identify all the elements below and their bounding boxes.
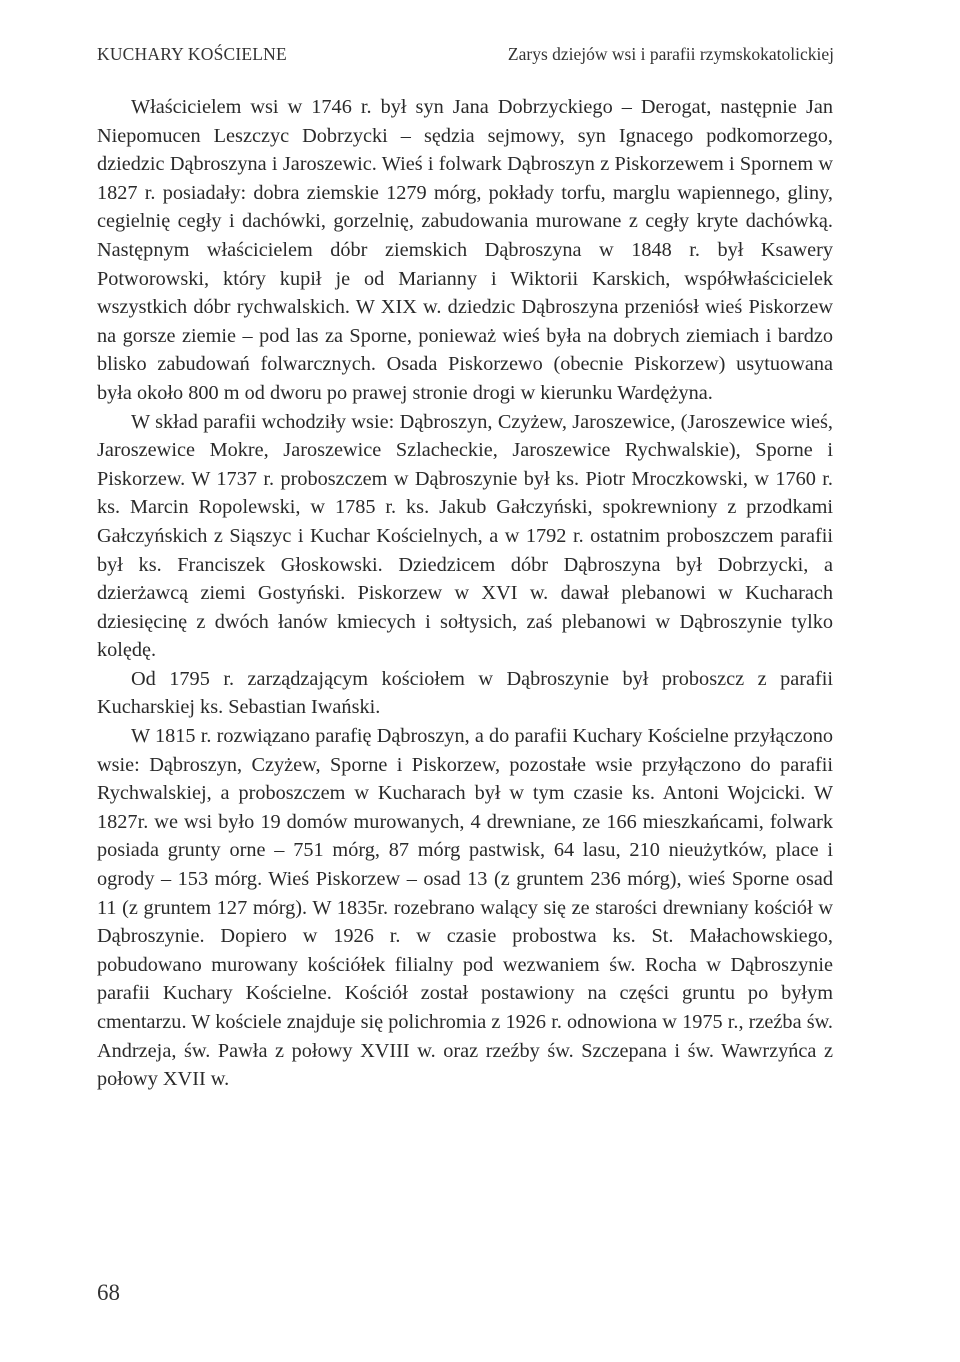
page-number: 68 bbox=[97, 1280, 120, 1305]
paragraph: W skład parafii wchodziły wsie: Dąbroszyn, Czyżew, Jaroszewice, (Jaroszewice wieś, Jaroszewice Mokre, Jaroszewice Szlacheckie, Jaroszewice Rychwalskie), Sporne i Piskorzew. W 1737 r. proboszczem w Dąbroszynie był ks. Piotr Mroczkowski, w 1760 r. ks. Marcin Ropolewski, w 1785 r. ks. Jakub Gałczyński, spokrewniony z przodkami Gałczyńskich z Siąszyc i Kuchar Kościelnych, a w 1792 r. ostatnim proboszczem parafii był ks. Franciszek Głoskowski. Dziedzicem dóbr Dąbroszyna był Dobrzycki, a dzierżawcą ziemi Gostyński. Piskorzew w XVI w. dawał plebanowi w Kucharach dziesięcinę z dwóch łanów kmiecych i sołtysich, zaś plebanowi w Dąbroszynie tylko kolędę. bbox=[97, 410, 833, 662]
body-text bbox=[97, 93, 833, 1094]
header-chapter-title: KUCHARY KOŚCIELNE bbox=[97, 44, 287, 64]
running-header bbox=[97, 44, 834, 70]
paragraph: Właścicielem wsi w 1746 r. był syn Jana Dobrzyckiego – Derogat, następnie Jan Niepomucen Leszczyc Dobrzycki – sędzia sejmowy, syn Ignacego podkomorzego, dziedzic Dąbroszyna i Jaroszewic. Wieś i folwark Dąbroszyn z Piskorzewem i Spornem w 1827 r. posiadały: dobra ziemskie 1279 mórg, pokłady torfu, marglu wapiennego, gliny, cegielnię cegły i dachówki, gorzelnię, zabudowania murowane z cegły kryte dachówką. Następnym właścicielem dóbr ziemskich Dąbroszyna w 1848 r. był Ksawery Potworowski, który kupił je od Marianny i Wiktorii Karskich, współwłaścicielek wszystkich dóbr rychwalskich. W XIX w. dziedzic Dąbroszyna przeniósł wieś Piskorzew na gorsze ziemie – pod las za Sporne, ponieważ wieś była na dobrych ziemiach i bardzo blisko zabudowań folwarcznych. Osada Piskorzewo (obecnie Piskorzew) usytuowana była około 800 m od dworu po prawej stronie drogi w kierunku Wardężyna. bbox=[97, 96, 833, 404]
header-book-title: Zarys dziejów wsi i parafii rzymskokatolickiej bbox=[507, 44, 834, 64]
paragraph: W 1815 r. rozwiązano parafię Dąbroszyn, a do parafii Kuchary Kościelne przyłączono wsie: Dąbroszyn, Czyżew, Sporne i Piskorzew, pozostałe wsie przyłączono do parafii Rychwalskiej, a proboszczem w Kucharach był w tym czasie ks. Antoni Wojcicki. W 1827r. we wsi było 19 domów murowanych, 4 drewniane, ze 166 mieszkańcami, folwark posiada grunty orne – 751 mórg, 87 mórg pastwisk, 64 lasu, 210 nieużytków, place i ogrody – 153 mórg. Wieś Piskorzew – osad 13 (z gruntem 236 mórg), wieś Sporne osad 11 (z gruntem 127 mórg). W 1835r. rozebrano walący się ze starości drewniany kościół w Dąbroszynie. Dopiero w 1926 r. w czasie probostwa ks. St. Małachowskiego, pobudowano murowany kościółek filialny pod wezwaniem św. Rocha w Dąbroszynie parafii Kuchary Kościelne. Kościół został postawiony na części gruntu po byłym cmentarzu. W kościele znajduje się polichromia z 1926 r. odnowiona w 1975 r., rzeźba św. Andrzeja, św. Pawła z połowy XVIII w. oraz rzeźby św. Szczepana i św. Wawrzyńca z połowy XVII w. bbox=[97, 725, 833, 1091]
paragraph: Od 1795 r. zarządzającym kościołem w Dąbroszynie był proboszcz z parafii Kucharskiej ks. Sebastian Iwański. bbox=[97, 667, 833, 719]
